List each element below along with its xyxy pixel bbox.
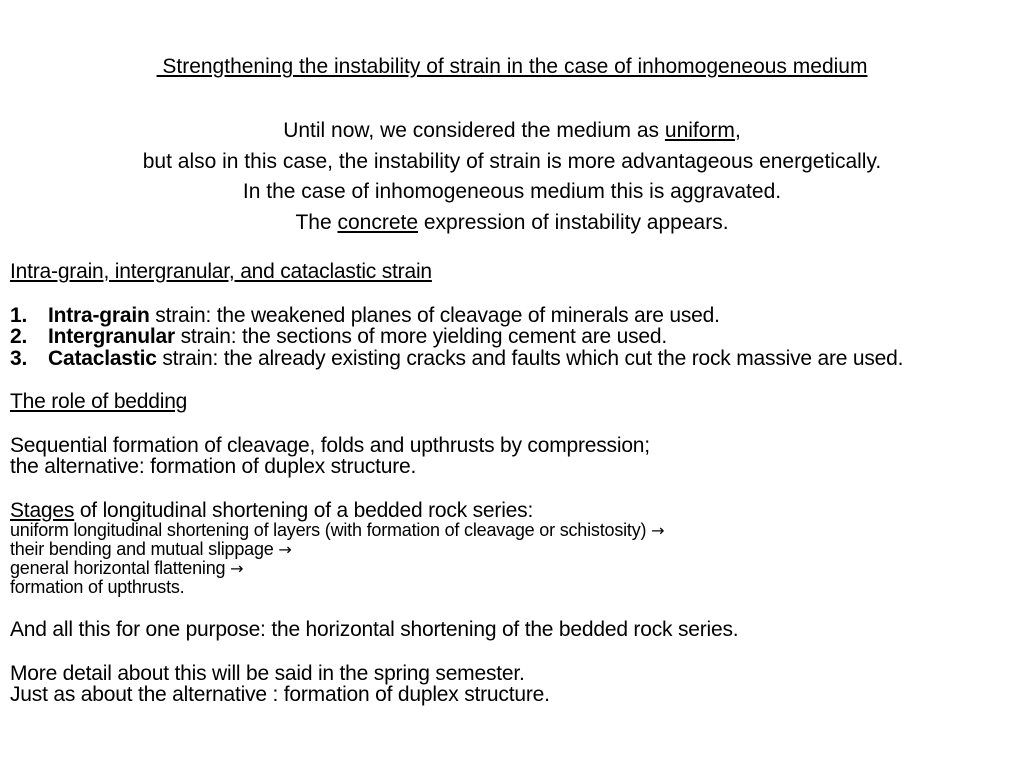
sequence-line-1: Sequential formation of cleavage, folds and upthrusts by compression; <box>10 433 650 457</box>
stage-line-4 <box>10 578 1015 597</box>
right-arrow-icon: → <box>230 559 244 578</box>
list-term: Cataclastic <box>48 346 157 370</box>
list-item <box>10 348 1015 370</box>
intro-line-4-rest: expression of instability appears. <box>418 210 729 234</box>
stage-text: their bending and mutual slippage <box>10 539 279 559</box>
strain-types-heading: Intra-grain, intergranular, and cataclastic strain <box>10 260 432 283</box>
stage-text: formation of upthrusts. <box>10 577 185 597</box>
stage-text: uniform longitudinal shortening of layers (with formation of cleavage or schistosity) <box>10 520 652 540</box>
list-number: 2. <box>10 325 28 348</box>
slide-title: Strengthening the instability of strain in the case of inhomogeneous medium <box>156 55 868 78</box>
list-text: strain: the sections of more yielding cement are used. <box>174 325 668 348</box>
intro-line-3: In the case of inhomogeneous medium this is aggravated. <box>242 180 782 203</box>
purpose-line: And all this for one purpose: the horizontal shortening of the bedded rock series. <box>10 618 739 641</box>
right-arrow-icon: → <box>278 540 292 559</box>
list-item <box>10 305 1015 327</box>
stage-line-3 <box>10 559 1015 578</box>
sequence-line-2: the alternative: formation of duplex structure. <box>10 455 417 478</box>
intro-line-4 <box>0 208 1024 239</box>
intro-line-1 <box>0 116 1024 147</box>
detail-line-1: More detail about this will be said in the spring semester. <box>10 661 525 685</box>
intro-line-2: but also in this case, the instability of strain is more advantageous energetically. <box>142 149 882 173</box>
list-term: Intra-grain <box>48 303 150 327</box>
right-arrow-icon: → <box>651 521 665 540</box>
stage-text: general horizontal flattening <box>10 558 231 578</box>
uniform-word: uniform <box>664 119 735 142</box>
intro-line-1-text: Until now, we considered the medium as <box>283 119 665 142</box>
stages-rest: of longitudinal shortening of a bedded rock series: <box>74 498 534 522</box>
concrete-word: concrete <box>337 210 419 234</box>
intro-line-1-punct: , <box>734 119 741 142</box>
list-number: 1. <box>10 303 28 327</box>
body-content <box>10 261 1015 706</box>
intro-line-4-text: The <box>295 210 338 234</box>
bedding-heading: The role of bedding <box>10 390 188 413</box>
stage-line-2 <box>10 540 1015 559</box>
list-text: strain: the weakened planes of cleavage of minerals are used. <box>149 303 720 327</box>
intro-block <box>0 116 1024 238</box>
list-term: Intergranular <box>48 325 175 348</box>
stage-line-1 <box>10 521 1015 540</box>
detail-line-2: Just as about the alternative : formation of duplex structure. <box>10 683 550 706</box>
stages-word: Stages <box>10 498 75 522</box>
list-text: strain: the already existing cracks and faults which cut the rock massive are used. <box>156 346 904 370</box>
list-number: 3. <box>10 346 28 370</box>
stages-line <box>10 500 1015 522</box>
list-item <box>10 326 1015 348</box>
